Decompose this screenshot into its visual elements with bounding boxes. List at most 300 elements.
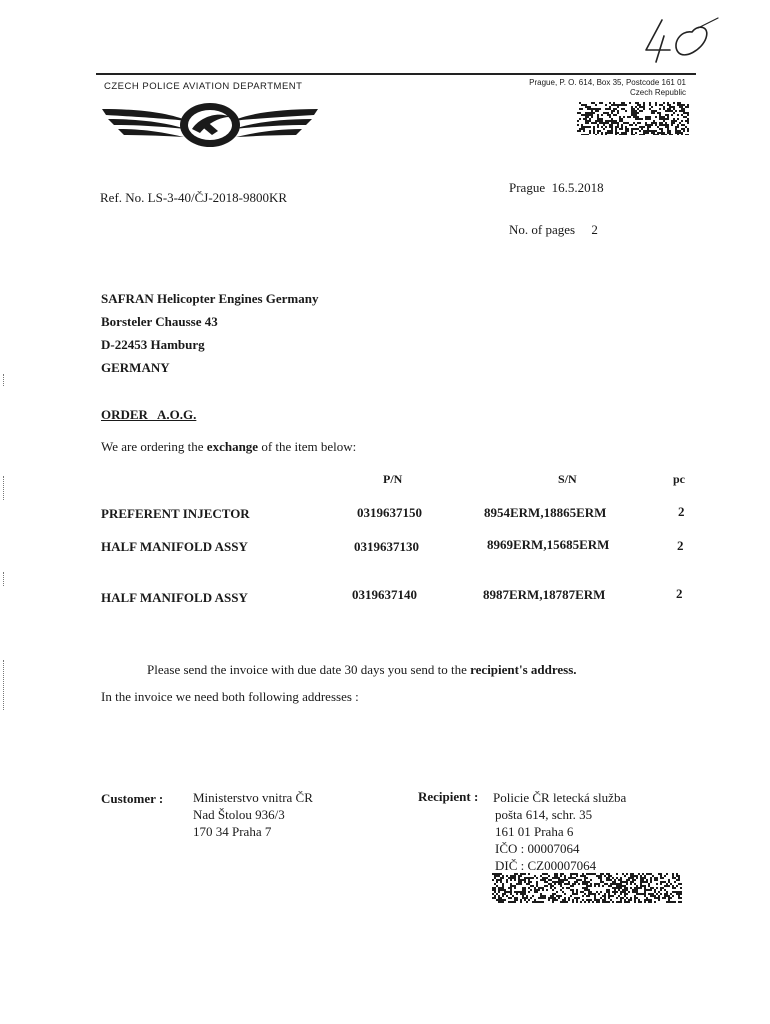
barcode-module [522,879,524,881]
barcode-module [622,885,624,887]
barcode-module [590,873,592,875]
barcode-module [618,879,620,881]
barcode-module [644,877,646,879]
barcode-module [600,879,602,881]
barcode-module [625,122,627,124]
barcode-module [506,881,508,883]
barcode-module [669,130,671,132]
barcode-module [601,132,603,134]
barcode-module [560,881,562,883]
barcode-module [631,128,633,130]
barcode-module [587,108,589,110]
barcode-module [656,879,658,881]
barcode-module [636,887,638,889]
barcode-module [564,897,566,899]
barcode-module [618,889,620,891]
barcode-module [638,899,640,901]
barcode-module [500,879,502,881]
barcode-module [643,102,645,104]
barcode-module [586,877,588,879]
barcode-module [528,879,530,881]
barcode-module [548,883,550,885]
barcode-module [645,130,647,132]
barcode-module [574,883,576,885]
barcode-module [605,112,607,114]
barcode-module [593,102,595,104]
barcode-module [633,122,635,124]
barcode-module [550,885,552,887]
barcode-module [502,895,504,897]
barcode-module [585,126,587,128]
barcode-module [500,899,502,901]
barcode-module [649,126,651,128]
barcode-module [570,877,572,879]
barcode-module [678,893,680,895]
barcode-module [630,899,632,901]
barcode-module [556,873,558,875]
barcode-module [638,887,640,889]
barcode-module [550,879,552,881]
barcode-module [659,116,661,118]
barcode-module [572,891,574,893]
barcode-module [522,887,524,889]
barcode-module [502,885,504,887]
barcode-module [634,901,636,903]
barcode-module [594,873,596,875]
barcode-module [624,881,626,883]
barcode-module [544,873,546,875]
barcode-module [532,877,534,879]
barcode-module [540,901,542,903]
barcode-module [597,126,599,128]
intro-emphasis: exchange [206,439,259,454]
barcode-module [590,899,592,901]
barcode-module [586,881,588,883]
barcode-module [683,124,685,126]
barcode-module [666,895,668,897]
barcode-module [613,120,615,122]
barcode-module [554,873,556,875]
barcode-module [599,118,601,120]
barcode-module [677,118,679,120]
barcode-module [580,901,582,903]
barcode-module [602,899,604,901]
barcode-module [650,889,652,891]
barcode-module [638,873,640,875]
barcode-module [656,897,658,899]
barcode-module [510,893,512,895]
barcode-module [631,110,633,112]
barcode-module [659,128,661,130]
barcode-module [518,879,520,881]
barcode-module [608,897,610,899]
barcode-module [668,895,670,897]
barcode-module [650,873,652,875]
barcode-module [661,104,663,106]
barcode-module [581,114,583,116]
barcode-module [653,120,655,122]
barcode-module [626,901,628,903]
barcode-module [540,875,542,877]
barcode-module [655,134,657,135]
barcode-module [546,885,548,887]
barcode-module [621,102,623,104]
barcode-module [584,901,586,903]
barcode-module [630,887,632,889]
barcode-module [640,901,642,903]
barcode-module [574,877,576,879]
barcode-module [634,897,636,899]
barcode-module [516,899,518,901]
barcode-module [536,901,538,903]
barcode-module [520,901,522,903]
barcode-module [667,116,669,118]
barcode-module [522,889,524,891]
barcode-module [615,114,617,116]
barcode-module [628,879,630,881]
barcode-module [606,879,608,881]
barcode-module [593,130,595,132]
barcode-module [612,891,614,893]
barcode-module [658,895,660,897]
barcode-module [604,893,606,895]
barcode-module [623,132,625,134]
barcode-module [671,124,673,126]
barcode-module [666,891,668,893]
barcode-module [613,102,615,104]
barcode-module [644,899,646,901]
barcode-module [672,887,674,889]
barcode-module [674,881,676,883]
barcode-module [583,128,585,130]
barcode-module [577,130,579,132]
barcode-module [654,891,656,893]
barcode-module [681,114,683,116]
barcode-module [589,108,591,110]
barcode-module [494,883,496,885]
barcode-module [597,118,599,120]
barcode-module [669,132,671,134]
barcode-module [687,106,689,108]
barcode-module [496,875,498,877]
barcode-module [650,895,652,897]
barcode-module [532,895,534,897]
barcode-module [646,889,648,891]
barcode-stamp-top [577,102,689,135]
barcode-module [583,130,585,132]
barcode-module [520,881,522,883]
barcode-module [635,118,637,120]
barcode-module [578,879,580,881]
barcode-module [574,893,576,895]
barcode-module [623,104,625,106]
recipient-label: Recipient : [418,789,479,804]
barcode-module [640,881,642,883]
barcode-module [621,134,623,135]
barcode-module [617,110,619,112]
customer-address [193,789,313,840]
barcode-module [502,889,504,891]
barcode-module [651,124,653,126]
barcode-module [631,132,633,134]
barcode-module [498,887,500,889]
barcode-module [610,883,612,885]
barcode-module [604,895,606,897]
barcode-module [538,897,540,899]
barcode-module [657,132,659,134]
barcode-module [586,887,588,889]
barcode-module [534,889,536,891]
barcode-module [576,899,578,901]
barcode-module [676,893,678,895]
table-row-3-name: HALF MANIFOLD ASSY [101,590,248,605]
barcode-module [587,116,589,118]
barcode-module [640,877,642,879]
barcode-module [626,893,628,895]
barcode-module [536,881,538,883]
barcode-module [620,887,622,889]
barcode-module [621,108,623,110]
table-row-1-pc: 2 [678,504,685,519]
barcode-module [602,901,604,903]
barcode-module [542,873,544,875]
invoice-instruction [147,662,577,678]
barcode-module [671,106,673,108]
barcode-module [597,116,599,118]
recipient-address [493,789,626,874]
barcode-module [594,899,596,901]
barcode-module [663,132,665,134]
barcode-module [622,891,624,893]
barcode-module [605,120,607,122]
barcode-module [562,891,564,893]
barcode-module [586,885,588,887]
barcode-module [681,110,683,112]
barcode-module [494,887,496,889]
barcode-module [649,130,651,132]
barcode-module [584,883,586,885]
barcode-module [673,120,675,122]
barcode-module [534,891,536,893]
barcode-module [516,873,518,875]
barcode-module [673,122,675,124]
barcode-module [673,112,675,114]
barcode-module [632,873,634,875]
barcode-module [606,889,608,891]
barcode-module [540,887,542,889]
barcode-module [597,114,599,116]
barcode-module [544,895,546,897]
barcode-module [659,108,661,110]
barcode-module [663,102,665,104]
barcode-module [673,108,675,110]
barcode-module [641,126,643,128]
barcode-module [670,883,672,885]
barcode-module [595,122,597,124]
barcode-module [623,102,625,104]
barcode-module [595,120,597,122]
barcode-module [645,122,647,124]
barcode-module [494,895,496,897]
barcode-module [644,887,646,889]
barcode-module [681,132,683,134]
barcode-module [580,879,582,881]
barcode-module [568,897,570,899]
barcode-module [611,118,613,120]
barcode-module [668,881,670,883]
barcode-module [672,877,674,879]
barcode-module [580,891,582,893]
barcode-module [626,873,628,875]
barcode-module [615,104,617,106]
barcode-module [603,124,605,126]
barcode-module [568,881,570,883]
barcode-module [582,899,584,901]
barcode-module [621,104,623,106]
order-title: ORDER A.O.G. [101,407,197,422]
barcode-module [554,897,556,899]
barcode-module [620,883,622,885]
barcode-module [612,881,614,883]
barcode-module [643,104,645,106]
barcode-module [508,877,510,879]
barcode-module [661,134,663,135]
barcode-module [593,112,595,114]
barcode-module [500,889,502,891]
barcode-module [652,895,654,897]
barcode-module [598,899,600,901]
barcode-module [674,887,676,889]
barcode-module [518,883,520,885]
barcode-module [582,895,584,897]
barcode-module [528,883,530,885]
barcode-module [607,132,609,134]
barcode-module [594,893,596,895]
barcode-module [589,114,591,116]
barcode-module [560,873,562,875]
barcode-module [616,897,618,899]
barcode-module [667,102,669,104]
scan-edge-mark [3,660,5,710]
barcode-module [534,887,536,889]
barcode-module [584,887,586,889]
barcode-module [616,887,618,889]
barcode-module [678,883,680,885]
barcode-module [641,110,643,112]
barcode-module [612,895,614,897]
table-row-2-sn: 8969ERM,15685ERM [487,537,610,552]
barcode-module [650,877,652,879]
barcode-module [669,106,671,108]
barcode-module [661,124,663,126]
barcode-module [624,901,626,903]
barcode-module [510,875,512,877]
barcode-module [661,118,663,120]
barcode-module [642,881,644,883]
barcode-module [544,885,546,887]
barcode-module [635,116,637,118]
barcode-module [660,883,662,885]
barcode-module [606,873,608,875]
barcode-module [514,897,516,899]
barcode-module [623,134,625,135]
barcode-module [674,877,676,879]
barcode-module [626,879,628,881]
barcode-module [608,891,610,893]
barcode-module [590,879,592,881]
barcode-module [552,881,554,883]
barcode-module [659,124,661,126]
barcode-module [588,893,590,895]
barcode-module [639,110,641,112]
barcode-module [679,102,681,104]
barcode-module [587,114,589,116]
intro-text-end: of the item below: [258,439,357,454]
barcode-module [611,112,613,114]
barcode-module [615,108,617,110]
barcode-module [669,134,671,135]
barcode-module [585,104,587,106]
barcode-module [588,889,590,891]
barcode-module [674,891,676,893]
barcode-module [577,112,579,114]
barcode-module [621,128,623,130]
barcode-module [616,891,618,893]
barcode-module [621,124,623,126]
barcode-module [607,122,609,124]
barcode-module [598,885,600,887]
barcode-module [675,128,677,130]
barcode-module [639,126,641,128]
barcode-module [609,102,611,104]
barcode-module [564,877,566,879]
barcode-module [500,877,502,879]
barcode-module [640,887,642,889]
barcode-module [609,124,611,126]
barcode-module [657,134,659,135]
barcode-module [576,881,578,883]
barcode-module [508,887,510,889]
barcode-module [617,106,619,108]
barcode-module [625,130,627,132]
barcode-module [576,891,578,893]
recipient-line-2: pošta 614, schr. 35 [495,807,593,822]
barcode-module [588,885,590,887]
barcode-module [587,106,589,108]
barcode-module [528,873,530,875]
barcode-module [530,897,532,899]
barcode-module [633,114,635,116]
barcode-module [623,122,625,124]
barcode-module [625,126,627,128]
barcode-module [639,106,641,108]
barcode-module [498,895,500,897]
barcode-module [625,132,627,134]
barcode-module [585,116,587,118]
barcode-module [593,108,595,110]
barcode-module [630,883,632,885]
barcode-module [566,901,568,903]
barcode-module [596,901,598,903]
barcode-module [568,883,570,885]
barcode-module [661,132,663,134]
barcode-module [685,134,687,135]
barcode-module [608,889,610,891]
barcode-module [576,893,578,895]
barcode-module [658,891,660,893]
barcode-module [522,897,524,899]
barcode-module [653,132,655,134]
